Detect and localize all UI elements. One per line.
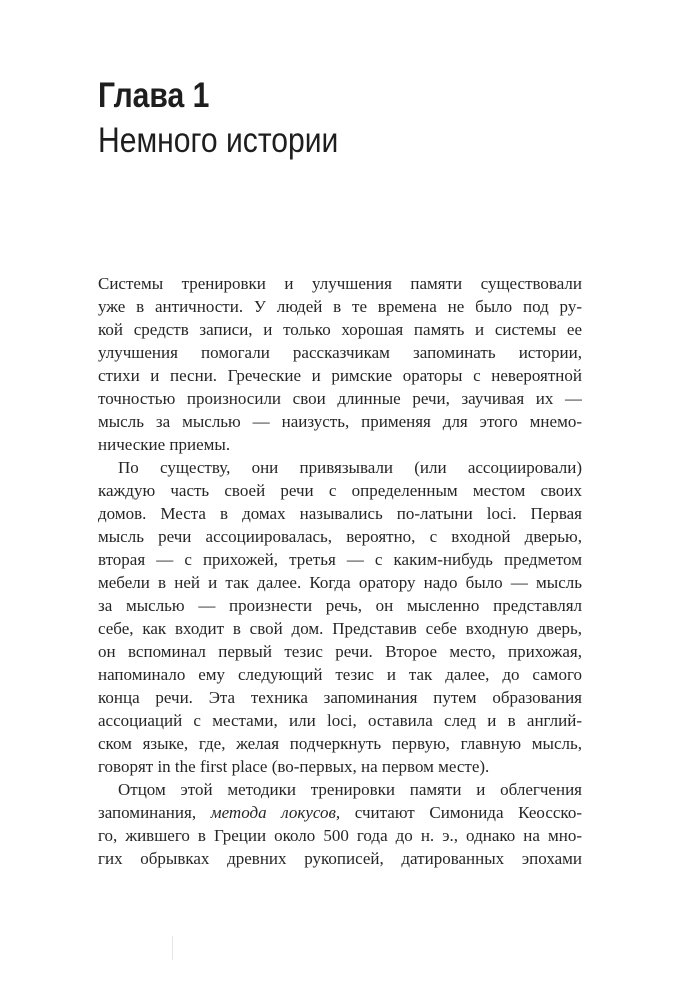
text-segment: считают Симонида Кеосско- [340,803,582,822]
page-edge-mark [172,936,173,960]
text-line: точностью произносили свои длинные речи, заучивая их — [98,389,582,408]
text-line: кой средств записи, и только хорошая память и системы ее [98,320,582,339]
text-line: напоминало ему следующий тезис и так далее, до самого [98,665,582,684]
paragraph-3 [98,778,582,870]
paragraph-1 [98,272,582,456]
text-line: го, жившего в Греции около 500 года до н. э., однако на мно- [98,826,582,845]
text-line: мысль речи ассоциировалась, вероятно, с входной дверью, [98,527,582,546]
text-line: за мыслью — произнести речь, он мысленно представлял [98,596,582,615]
emphasized-term: метода локусов, [210,803,341,822]
text-segment: запоминания, [98,803,211,822]
text-line: мысль за мыслью — наизусть, применяя для этого мнемо- [98,412,582,431]
text-line: уже в античности. У людей в те времена не было под ру- [98,297,582,316]
text-line: домов. Места в домах назывались по-латыни loci. Первая [98,504,582,523]
text-line: ском языке, где, желая подчеркнуть первую, главную мысль, [98,734,582,753]
text-line: По существу, они привязывали (или ассоциировали) [118,458,582,477]
text-line: нические приемы. [98,435,231,454]
chapter-number: Глава 1 [98,76,210,115]
text-line: себе, как входит в свой дом. Представив себе входную дверь, [98,619,582,638]
chapter-title: Немного истории [98,121,339,160]
chapter-body [98,272,582,870]
text-line: Отцом этой методики тренировки памяти и облегчения [118,780,582,799]
text-line: каждую часть своей речи с определенным местом своих [98,481,582,500]
text-line: Системы тренировки и улучшения памяти существовали [98,274,582,293]
text-line: мебели в ней и так далее. Когда оратору надо было — мысль [98,573,582,592]
text-line-with-emphasis [98,801,582,824]
paragraph-2 [98,456,582,778]
text-line: конца речи. Эта техника запоминания путем образования [98,688,582,707]
text-line: он вспоминал первый тезис речи. Второе место, прихожая, [98,642,582,661]
text-line: говорят in the first place (во-первых, на первом месте). [98,757,490,776]
text-line: ассоциаций с местами, или loci, оставила след и в англий- [98,711,582,730]
text-line: гих обрывках древних рукописей, датированных эпохами [98,849,582,868]
text-line: стихи и песни. Греческие и римские ораторы с невероятной [98,366,582,385]
text-line: улучшения помогали рассказчикам запоминать истории, [98,343,582,362]
text-line: вторая — с прихожей, третья — с каким-нибудь предметом [98,550,582,569]
